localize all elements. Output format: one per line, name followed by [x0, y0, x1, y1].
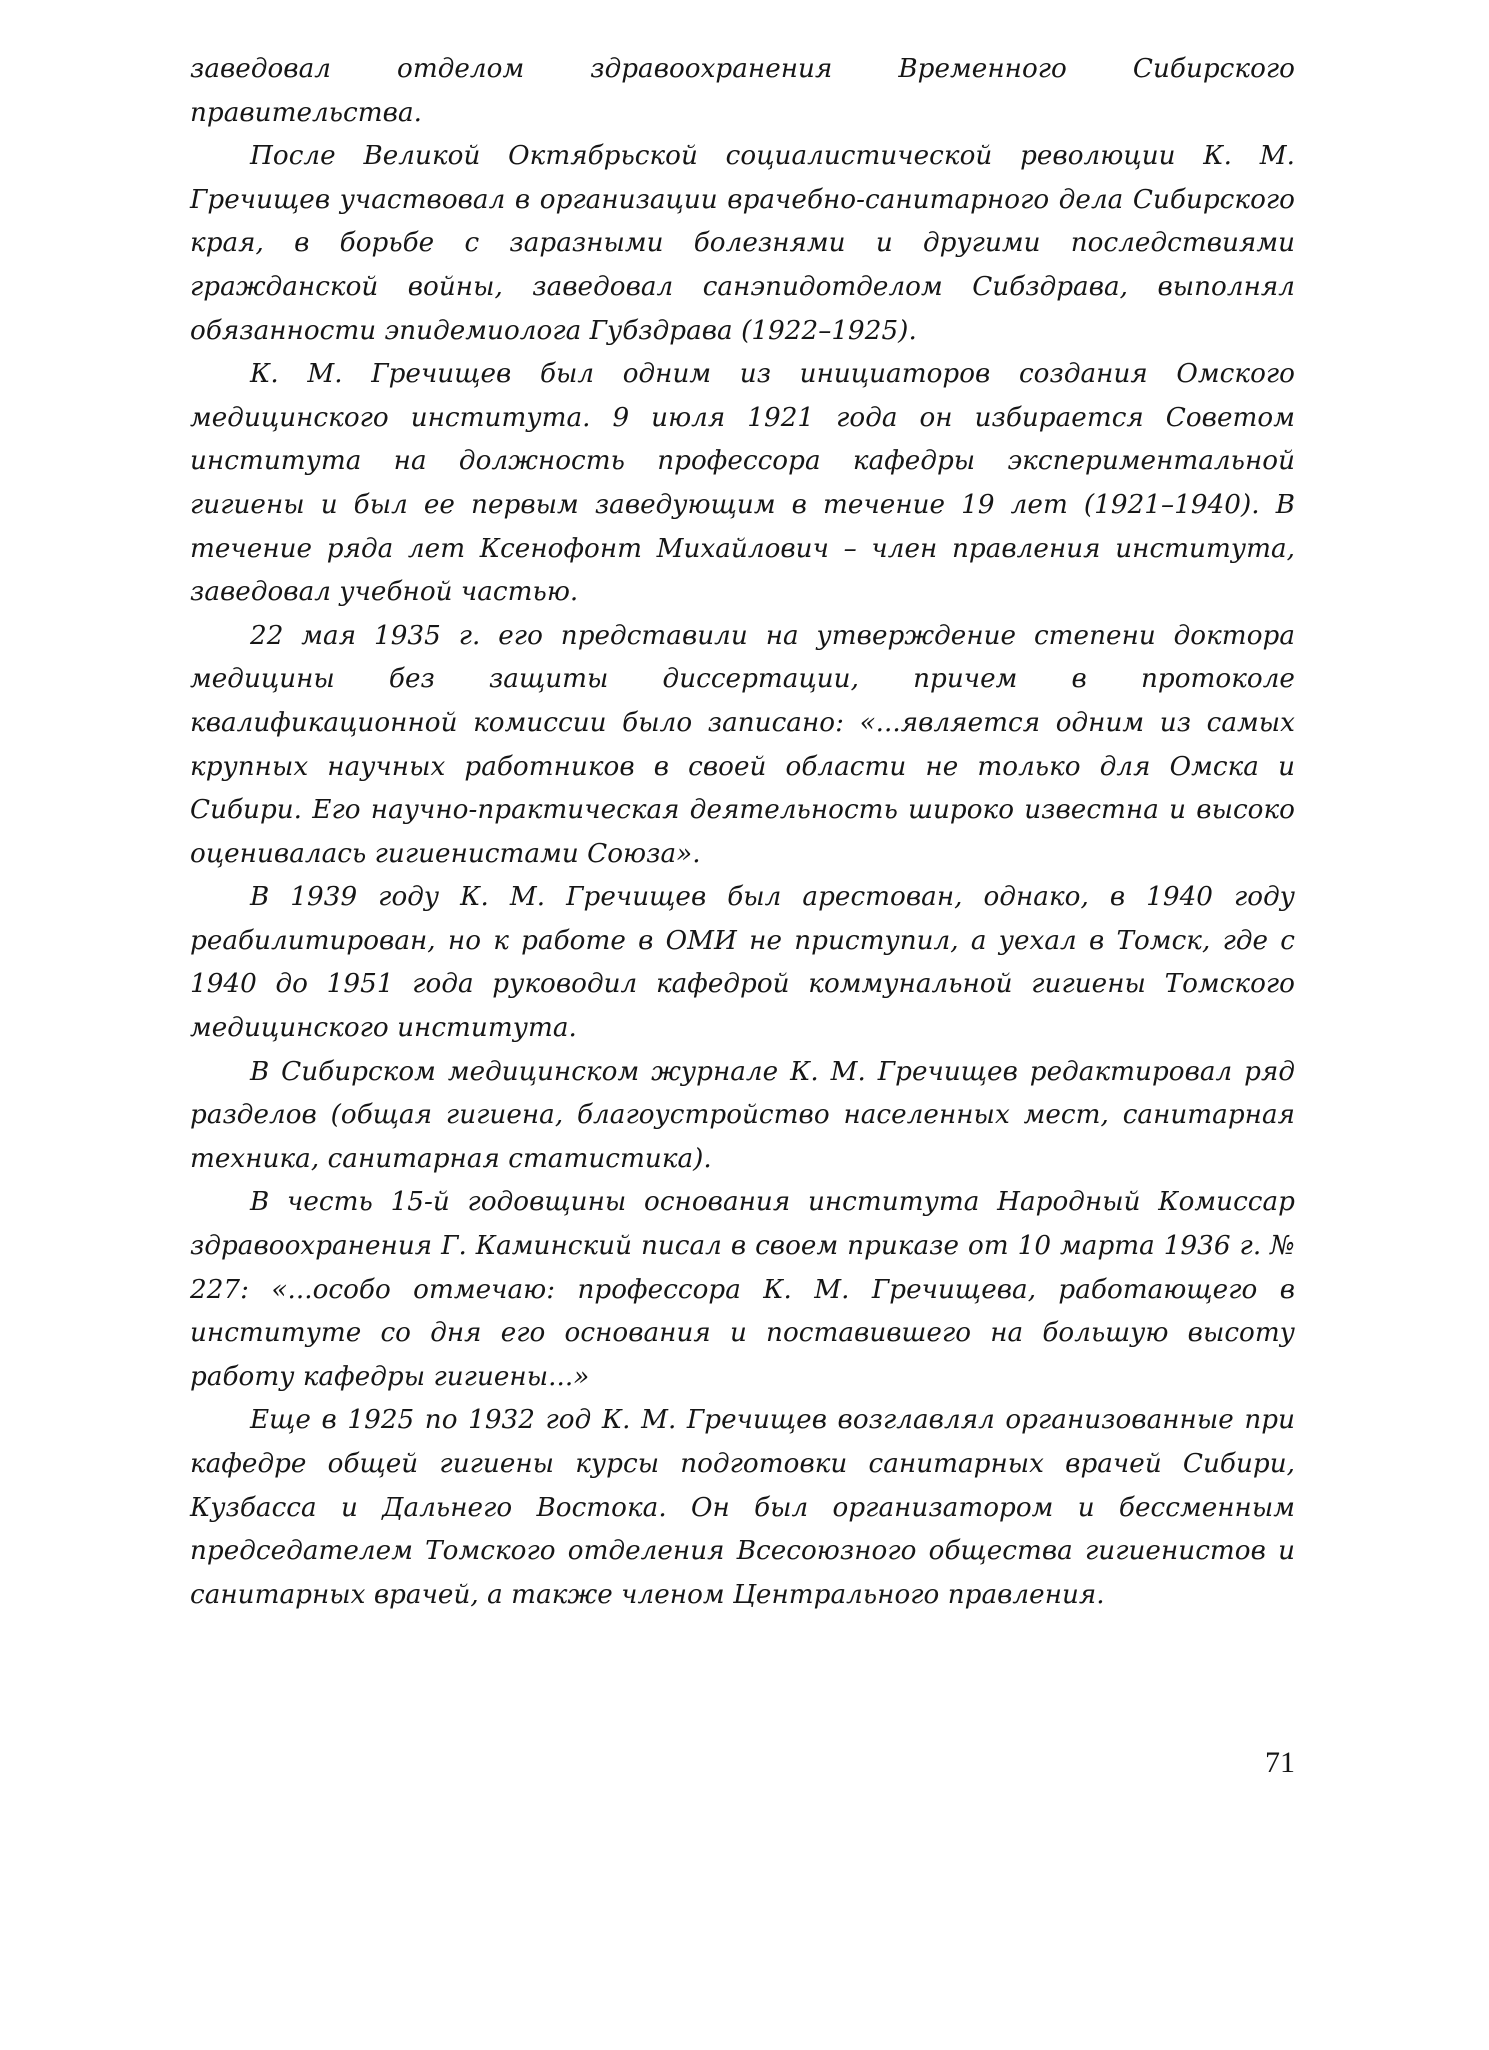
paragraph-sanitary-courses: Еще в 1925 по 1932 год К. М. Гречищев возглавлял организованные при кафедре общей гигиены курсы подготовки санитарных врачей Сибири, Кузбасса и Дальнего Востока. Он был организатором и бессменным председателем Томского отделения Всесоюзного общества гигиенистов и санитарных врачей, а также членом Центрального правления.: [190, 1405, 1295, 1610]
paragraph-omsk-institute: К. М. Гречищев был одним из инициаторов создания Омского медицинского института. 9 июля 1921 года он избирается Советом института на должность профессора кафедры экспериментальной гигиены и был ее первым заведующим в течение 19 лет (1921–1940). В течение ряда лет Ксенофонт Михайлович – член правления института, заведовал учебной частью.: [190, 359, 1295, 608]
paragraph-arrest-tomsk: В 1939 году К. М. Гречищев был арестован, однако, в 1940 году реабилитирован, но к работе в ОМИ не приступил, а уехал в Томск, где с 1940 до 1951 года руководил кафедрой коммунальной гигиены Томского медицинского института.: [190, 882, 1295, 1044]
paragraph-after-revolution: После Великой Октябрьской социалистической революции К. М. Гречищев участвовал в организации врачебно-санитарного дела Сибирского края, в борьбе с заразными болезнями и другими последствиями гражданской войны, заведовал санэпидотделом Сибздрава, выполнял обязанности эпидемиолога Губздрава (1922–1925).: [190, 141, 1295, 346]
paragraph-continuation: заведовал отделом здравоохранения Временного Сибирского правительства.: [190, 54, 1295, 128]
paragraph-doctor-degree: 22 мая 1935 г. его представили на утверждение степени доктора медицины без защиты диссертации, причем в протоколе квалификационной комиссии было записано: «...является одним из самых крупных научных работников в своей области не только для Омска и Сибири. Его научно-практическая деятельность широко известна и высоко оценивалась гигиенистами Союза».: [190, 620, 1295, 869]
page-number: 71: [1265, 1746, 1295, 1779]
paragraph-siberian-journal: В Сибирском медицинском журнале К. М. Гречищев редактировал ряд разделов (общая гигиена, благоустройство населенных мест, санитарная техника, санитарная статистика).: [190, 1056, 1295, 1174]
page-body: [190, 48, 1295, 1617]
paragraph-anniversary-order: В честь 15-й годовщины основания института Народный Комиссар здравоохранения Г. Каминский писал в своем приказе от 10 марта 1936 г. № 227: «...особо отмечаю: профессора К. М. Гречищева, работающего в институте со дня его основания и поставившего на большую высоту работу кафедры гигиены...»: [190, 1187, 1295, 1392]
